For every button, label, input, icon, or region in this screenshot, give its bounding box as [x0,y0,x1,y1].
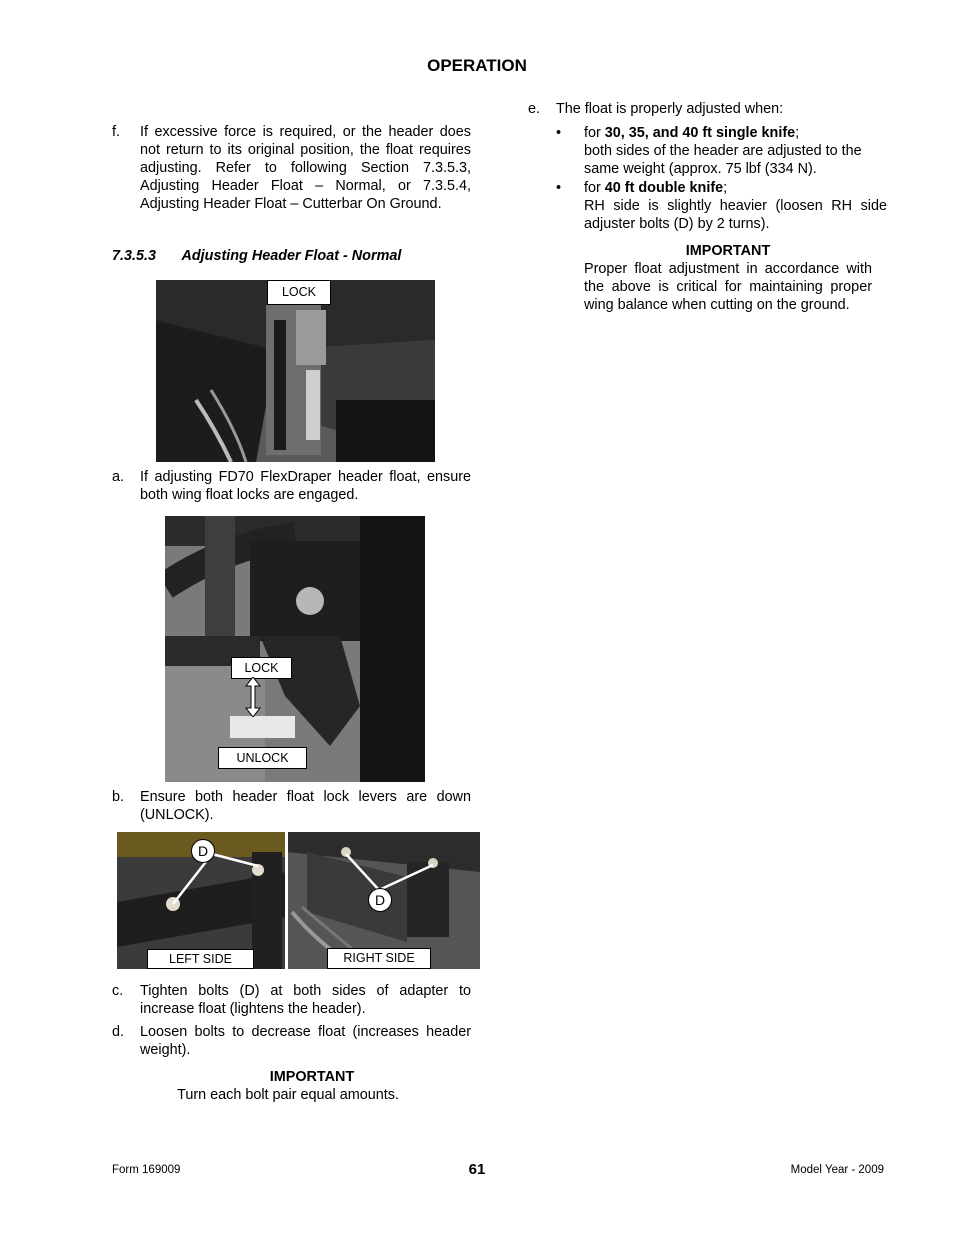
item-b-letter: b. [112,789,125,805]
page-title: OPERATION [427,56,527,75]
lock-lever-photo [165,516,425,782]
item-e-letter: e. [528,101,541,117]
bullet-2 [584,179,887,197]
section-number: 7.3.5.3 [112,248,157,264]
section-title: Adjusting Header Float - Normal [181,248,402,264]
bullet-1 [584,124,887,142]
bullet-icon: • [556,125,562,141]
item-c-letter: c. [112,983,124,999]
unlock-label: UNLOCK [218,747,307,769]
form-number: Form 169009 [112,1164,181,1176]
bolt-d-marker-right: D [368,888,392,912]
lock-label: LOCK [267,280,331,305]
page-number: 61 [468,1161,486,1178]
item-f-letter: f. [112,124,120,140]
right-side-label: RIGHT SIDE [327,948,431,969]
bullet-1-detail: both sides of the header are adjusted to the same weight (approx. 75 lbf (334 N). [584,143,862,177]
bullet-1-prefix: for [584,125,605,141]
important-heading-left: IMPORTANT [269,1069,355,1085]
bullet-2-detail: RH side is slightly heavier (loosen RH side adjuster bolts (D) by 2 turns). [584,198,887,232]
model-year: Model Year - 2009 [790,1164,884,1176]
bullet-2-bold: 40 ft double knife [604,180,724,196]
bolt-d-marker-left: D [191,839,215,863]
important-heading-right: IMPORTANT [685,243,771,259]
left-side-label: LEFT SIDE [147,949,254,969]
adjuster-bolts-photo [117,832,480,969]
section-heading [112,248,401,264]
float-lock-photo [156,280,435,462]
bullet-icon: • [556,180,562,196]
bullet-2-prefix: for [584,180,605,196]
lock-label: LOCK [231,657,292,679]
important-text-right: Proper float adjustment in accordance with the above is critical for maintaining proper wing balance when cutting on the ground. [584,261,872,313]
item-a-letter: a. [112,469,125,485]
double-arrow-icon [245,677,261,717]
item-e-text: The float is properly adjusted when: [556,101,784,117]
important-text-left: Turn each bolt pair equal amounts. [177,1087,399,1103]
bullet-1-suffix: ; [795,125,800,141]
bullet-2-suffix: ; [723,180,728,196]
bullet-1-bold: 30, 35, and 40 ft single knife [604,125,796,141]
item-f-text: If excessive force is required, or the header does not return to its original position, the float requires adjusting. Refer to following Section 7.3.5.3, Adjusting Header Float – Normal, or 7.3.5.4, Adjusting Header Float – Cutterbar On Ground. [140,124,471,212]
item-c-text: Tighten bolts (D) at both sides of adapter to increase float (lightens the header). [140,983,471,1017]
item-b-text: Ensure both header float lock levers are down (UNLOCK). [140,789,471,823]
item-d-letter: d. [112,1024,125,1040]
item-a-text: If adjusting FD70 FlexDraper header float, ensure both wing float locks are engaged. [140,469,471,503]
item-d-text: Loosen bolts to decrease float (increases header weight). [140,1024,471,1058]
